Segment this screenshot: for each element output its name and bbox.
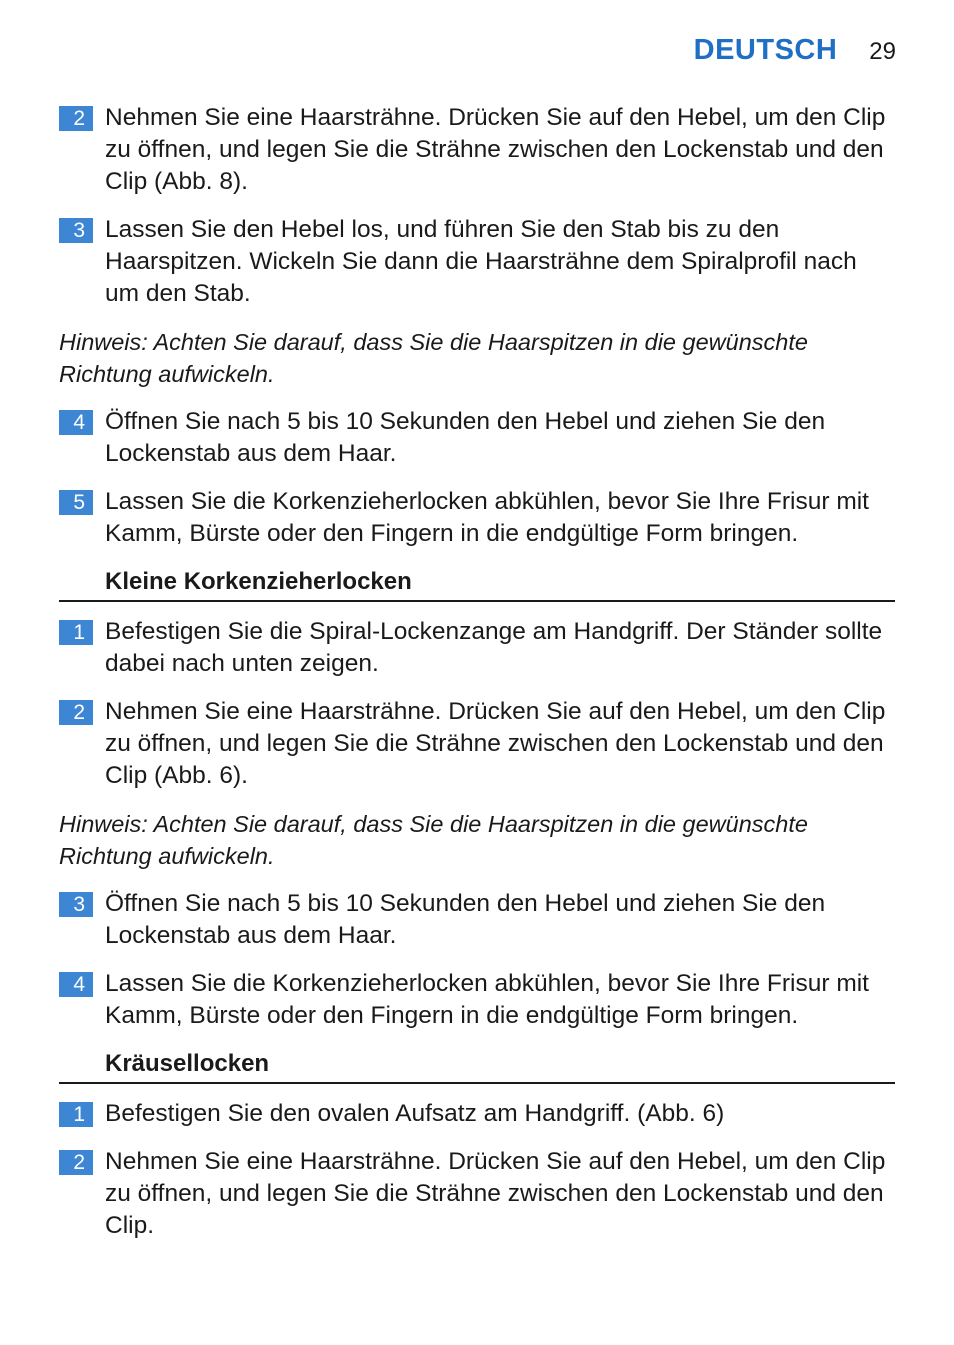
section-heading: Kräusellocken bbox=[59, 1048, 895, 1084]
step-item bbox=[59, 1098, 895, 1130]
step-item bbox=[59, 1146, 895, 1242]
step-number: 1 bbox=[59, 1102, 93, 1127]
step-number: 2 bbox=[59, 700, 93, 725]
step-number: 4 bbox=[59, 972, 93, 997]
note-text: Hinweis: Achten Sie darauf, dass Sie die Haarspitzen in die gewünschte Richtung aufwickeln. bbox=[59, 329, 808, 387]
step-item bbox=[59, 616, 895, 680]
step-text: Nehmen Sie eine Haarsträhne. Drücken Sie auf den Hebel, um den Clip zu öffnen, und legen Sie die Strähne zwischen den Lockenstab und den Clip. bbox=[105, 1148, 886, 1239]
step-item bbox=[59, 214, 895, 310]
step-item bbox=[59, 968, 895, 1032]
step-number: 3 bbox=[59, 218, 93, 243]
step-text: Nehmen Sie eine Haarsträhne. Drücken Sie auf den Hebel, um den Clip zu öffnen, und legen Sie die Strähne zwischen den Lockenstab und den Clip (Abb. 8). bbox=[105, 104, 886, 195]
page-header bbox=[694, 34, 896, 67]
step-text: Nehmen Sie eine Haarsträhne. Drücken Sie auf den Hebel, um den Clip zu öffnen, und legen Sie die Strähne zwischen den Lockenstab und den Clip (Abb. 6). bbox=[105, 698, 886, 789]
step-text: Befestigen Sie den ovalen Aufsatz am Handgriff. (Abb. 6) bbox=[105, 1100, 725, 1127]
page-number: 29 bbox=[869, 38, 896, 65]
step-text: Öffnen Sie nach 5 bis 10 Sekunden den Hebel und ziehen Sie den Lockenstab aus dem Haar. bbox=[105, 408, 826, 467]
step-number: 3 bbox=[59, 892, 93, 917]
step-item bbox=[59, 486, 895, 550]
step-item bbox=[59, 696, 895, 792]
step-number: 4 bbox=[59, 410, 93, 435]
step-text: Öffnen Sie nach 5 bis 10 Sekunden den Hebel und ziehen Sie den Lockenstab aus dem Haar. bbox=[105, 890, 826, 949]
page-content bbox=[59, 102, 895, 1258]
step-number: 2 bbox=[59, 106, 93, 131]
section-heading: Kleine Korkenzieherlocken bbox=[59, 566, 895, 602]
step-text: Lassen Sie die Korkenzieherlocken abkühlen, bevor Sie Ihre Frisur mit Kamm, Bürste oder den Fingern in die endgültige Form bringen. bbox=[105, 970, 869, 1029]
language-label: DEUTSCH bbox=[693, 34, 838, 66]
step-number: 1 bbox=[59, 620, 93, 645]
step-text: Lassen Sie den Hebel los, und führen Sie den Stab bis zu den Haarspitzen. Wickeln Sie dann die Haarsträhne dem Spiralprofil nach um den Stab. bbox=[105, 216, 857, 307]
step-text: Lassen Sie die Korkenzieherlocken abkühlen, bevor Sie Ihre Frisur mit Kamm, Bürste oder den Fingern in die endgültige Form bringen. bbox=[105, 488, 869, 547]
note-text: Hinweis: Achten Sie darauf, dass Sie die Haarspitzen in die gewünschte Richtung aufwickeln. bbox=[59, 811, 808, 869]
step-item bbox=[59, 406, 895, 470]
step-item bbox=[59, 102, 895, 198]
step-item bbox=[59, 888, 895, 952]
step-number: 5 bbox=[59, 490, 93, 515]
step-text: Befestigen Sie die Spiral-Lockenzange am Handgriff. Der Ständer sollte dabei nach unten zeigen. bbox=[105, 618, 883, 677]
step-number: 2 bbox=[59, 1150, 93, 1175]
